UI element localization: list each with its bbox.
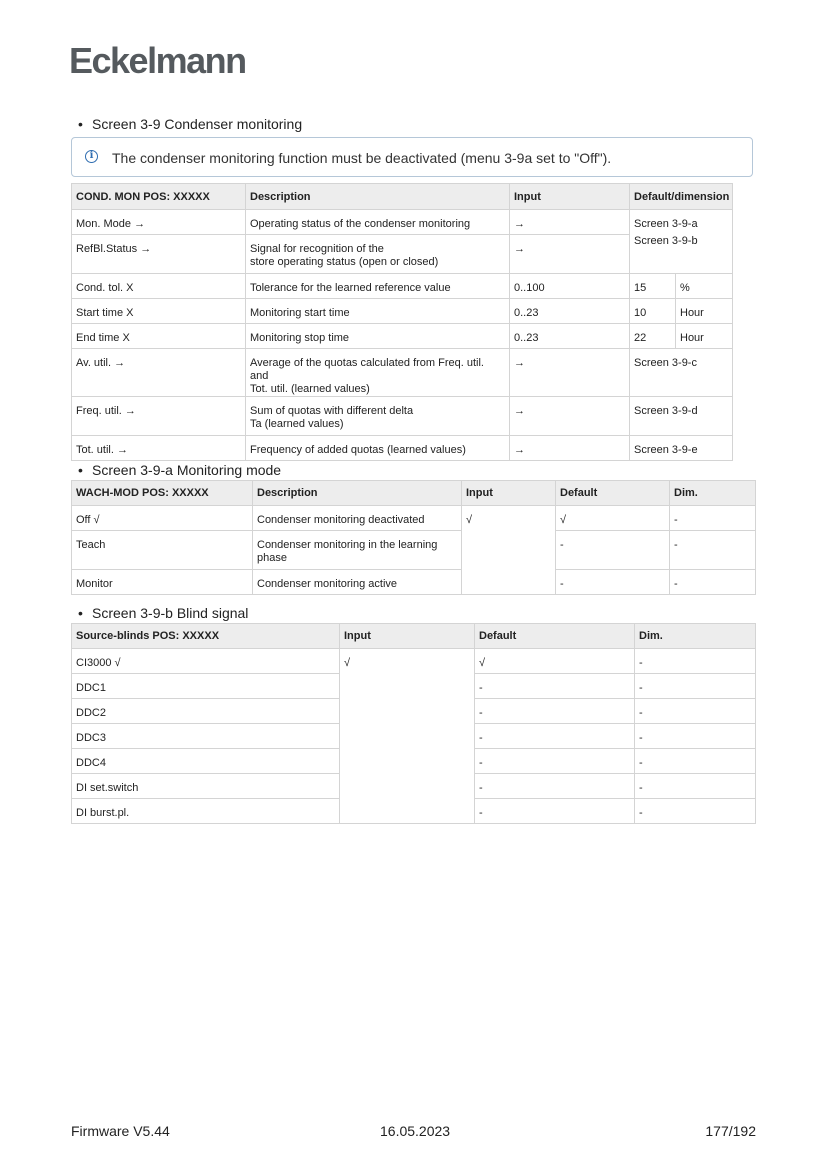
table-header-row [72,184,733,210]
description-line: Condenser monitoring in the learning [257,539,438,551]
input-cell: → [510,210,630,235]
input-cell: 0..23 [510,299,630,324]
table-header-row [72,481,756,506]
section-title: Screen 3-9-b Blind signal [92,605,249,621]
table-row [72,436,733,461]
dimension-cell: - [635,749,756,774]
description-line: Tot. util. (learned values) [250,383,370,395]
param-cell: RefBl.Status → [72,235,246,274]
table-row [72,397,733,436]
param-cell: Monitor [72,570,253,595]
dimension-cell: - [635,674,756,699]
input-cell: 0..100 [510,274,630,299]
input-cell: → [510,349,630,397]
column-header: Default/dimension [630,184,733,210]
default-cell: Screen 3-9-d [630,397,733,436]
info-note [71,137,753,177]
default-cell: - [475,674,635,699]
default-cell: - [475,774,635,799]
default-cell: √ [556,506,670,531]
param-cell: Av. util. → [72,349,246,397]
input-cell: → [510,397,630,436]
default-cell: √ [475,649,635,674]
dimension-cell: - [635,649,756,674]
description-line: Sum of quotas with different delta [250,405,414,417]
column-header: WACH-MOD POS: XXXXX [72,481,253,506]
footer-firmware: Firmware V5.44 [71,1123,170,1139]
column-header: Input [510,184,630,210]
section-title: Screen 3-9 Condenser monitoring [92,116,303,132]
info-icon: i [85,150,98,163]
dimension-cell: Hour [676,299,733,324]
column-header: Source-blinds POS: XXXXX [72,624,340,649]
dimension-cell: - [635,699,756,724]
section-heading-blind-signal: • Screen 3-9-b Blind signal [78,605,249,621]
input-cell: √ [462,506,556,595]
description-cell [246,235,510,274]
dimension-cell: - [670,506,756,531]
blind-signal-table [71,623,756,824]
input-cell: → [510,235,630,274]
description-line: store operating status (open or closed) [250,256,439,268]
column-header: Description [253,481,462,506]
default-cell: - [475,724,635,749]
default-cell: - [475,699,635,724]
param-cell: DDC1 [72,674,340,699]
table-row [72,531,756,570]
param-cell: DI burst.pl. [72,799,340,824]
param-cell: Mon. Mode → [72,210,246,235]
default-cell: Screen 3-9-a [630,210,733,235]
eckelmann-logo: Eckelmann [69,40,246,81]
column-header: Dim. [635,624,756,649]
section-heading-monitoring-mode: • Screen 3-9-a Monitoring mode [78,462,282,478]
param-cell: Off √ [72,506,253,531]
default-cell: - [475,799,635,824]
param-cell: CI3000 √ [72,649,340,674]
footer-page-number: 177/192 [705,1123,756,1139]
default-cell: - [556,570,670,595]
default-cell: Screen 3-9-e [630,436,733,461]
table-row [72,235,733,274]
dimension-cell: - [670,570,756,595]
info-note-text: The condenser monitoring function must be deactivated (menu 3-9a set to "Off"). [112,150,612,166]
description-cell [253,531,462,570]
description-cell: Tolerance for the learned reference value [246,274,510,299]
default-cell: - [556,531,670,570]
table-row [72,210,733,235]
dimension-cell: Hour [676,324,733,349]
column-header: Default [475,624,635,649]
condenser-monitoring-table [71,183,733,461]
table-row [72,649,756,674]
description-cell: Monitoring stop time [246,324,510,349]
description-cell [246,397,510,436]
section-title: Screen 3-9-a Monitoring mode [92,462,282,478]
default-cell: 10 [630,299,676,324]
column-header: Description [246,184,510,210]
dimension-cell: % [676,274,733,299]
default-cell: 15 [630,274,676,299]
param-cell: End time X [72,324,246,349]
dimension-cell: - [635,799,756,824]
param-cell: Start time X [72,299,246,324]
description-line: Ta (learned values) [250,418,344,430]
table-row [72,324,733,349]
footer-date: 16.05.2023 [380,1123,451,1139]
table-row [72,570,756,595]
dimension-cell: - [670,531,756,570]
default-cell: Screen 3-9-c [630,349,733,397]
column-header: Input [340,624,475,649]
param-cell: DI set.switch [72,774,340,799]
table-row [72,349,733,397]
input-cell: → [510,436,630,461]
table-row [72,274,733,299]
table-header-row [72,624,756,649]
default-cell: 22 [630,324,676,349]
input-cell: √ [340,649,475,824]
default-cell: - [475,749,635,774]
column-header: Input [462,481,556,506]
column-header: Default [556,481,670,506]
description-line: Average of the quotas calculated from Freq. util. and [250,357,484,382]
column-header: COND. MON POS: XXXXX [72,184,246,210]
param-cell: DDC2 [72,699,340,724]
column-header: Dim. [670,481,756,506]
description-cell [246,349,510,397]
section-heading-condenser-monitoring: • Screen 3-9 Condenser monitoring [78,116,303,132]
table-row [72,299,733,324]
description-cell: Operating status of the condenser monitoring [246,210,510,235]
param-cell: DDC4 [72,749,340,774]
description-cell: Monitoring start time [246,299,510,324]
param-cell: Freq. util. → [72,397,246,436]
monitoring-mode-table [71,480,756,595]
description-cell: Frequency of added quotas (learned values) [246,436,510,461]
dimension-cell: - [635,724,756,749]
param-cell: Teach [72,531,253,570]
param-cell: DDC3 [72,724,340,749]
param-cell: Tot. util. → [72,436,246,461]
param-cell: Cond. tol. X [72,274,246,299]
input-cell: 0..23 [510,324,630,349]
description-cell: Condenser monitoring active [253,570,462,595]
description-line: phase [257,552,287,564]
dimension-cell: - [635,774,756,799]
description-cell: Condenser monitoring deactivated [253,506,462,531]
default-cell: Screen 3-9-b [630,235,733,274]
description-line: Signal for recognition of the [250,243,384,255]
table-row [72,506,756,531]
